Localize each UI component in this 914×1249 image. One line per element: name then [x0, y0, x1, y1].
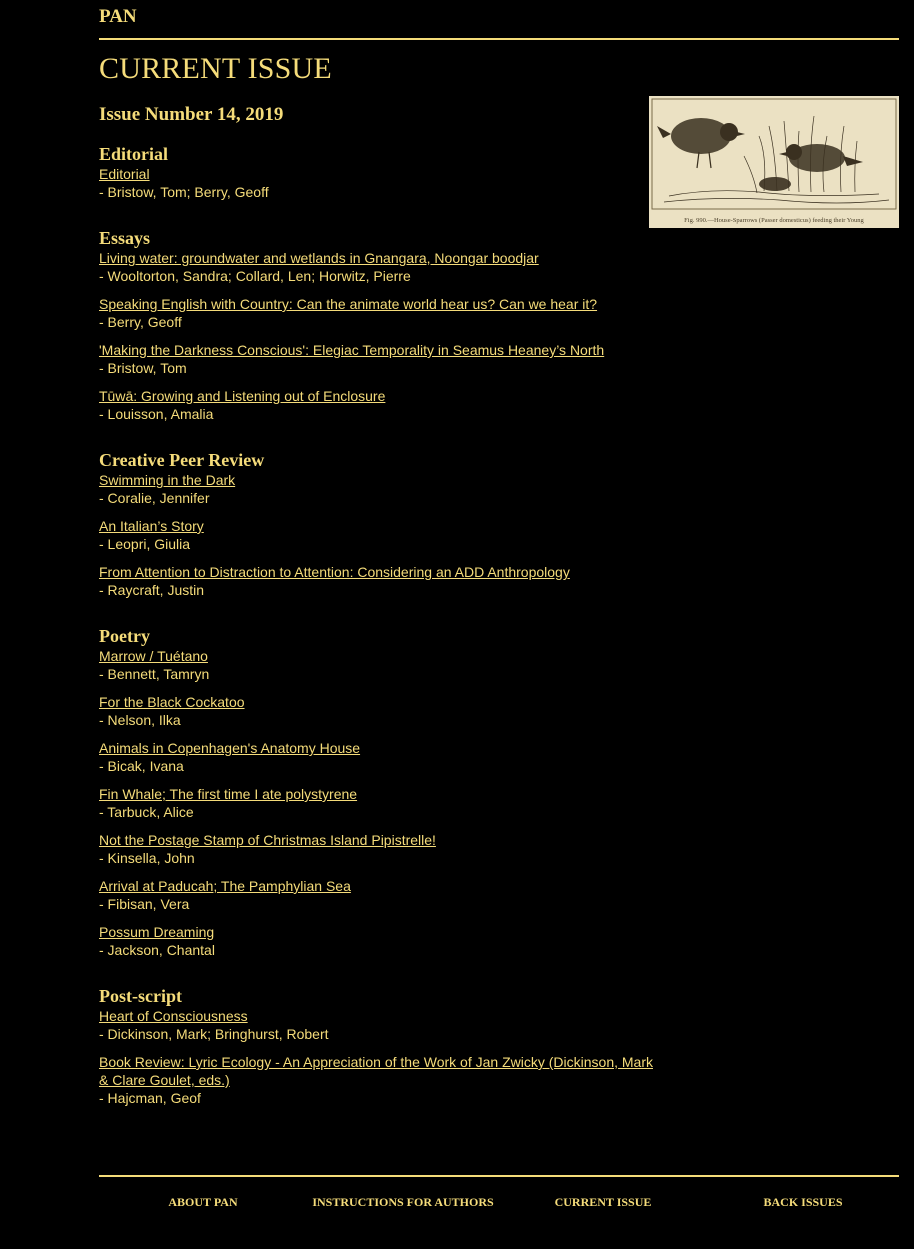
cover-illustration [649, 96, 899, 228]
article-title-link[interactable]: Heart of Consciousness [99, 1008, 248, 1024]
article-authors: - Dickinson, Mark; Bringhurst, Robert [99, 1026, 329, 1042]
article-title-link[interactable]: Tūwā: Growing and Listening out of Enclosure [99, 388, 386, 404]
svg-text:Fig. 990.—House-Sparrows (Pass: Fig. 990.—House-Sparrows (Passer domesticus) feeding their Young [684, 217, 864, 224]
article-authors: - Wooltorton, Sandra; Collard, Len; Horwitz, Pierre [99, 268, 411, 284]
article-authors: - Hajcman, Geof [99, 1090, 201, 1106]
article-entry [99, 1053, 659, 1107]
article-authors: - Fibisan, Vera [99, 896, 190, 912]
article-title-link[interactable]: From Attention to Distraction to Attention: Considering an ADD Anthropology [99, 564, 570, 580]
article-entry [99, 249, 659, 285]
article-entry [99, 785, 659, 821]
article-title-link[interactable]: 'Making the Darkness Conscious': Elegiac Temporality in Seamus Heaney’s North [99, 342, 605, 358]
sparrow-illustration-icon [649, 96, 899, 228]
footer-link-current-issue[interactable]: CURRENT ISSUE [554, 1195, 652, 1209]
article-authors: - Berry, Geoff [99, 314, 182, 330]
article-title-link[interactable]: Swimming in the Dark [99, 472, 236, 488]
footer-link-about-pan[interactable]: ABOUT PAN [168, 1195, 238, 1209]
article-entry [99, 387, 659, 423]
article-authors: - Bicak, Ivana [99, 758, 184, 774]
section-heading: Post-script [99, 986, 182, 1006]
article-entry [99, 693, 659, 729]
article-title-link[interactable]: Editorial [99, 166, 150, 182]
article-title-link[interactable]: Not the Postage Stamp of Christmas Island Pipistrelle! [99, 832, 436, 848]
article-entry [99, 647, 659, 683]
article-entry [99, 1007, 659, 1043]
article-entry [99, 563, 659, 599]
article-title-link[interactable]: For the Black Cockatoo [99, 694, 245, 710]
footer-link-instructions[interactable]: INSTRUCTIONS FOR AUTHORS [312, 1195, 494, 1209]
page-title: CURRENT ISSUE [99, 52, 332, 85]
article-entry [99, 165, 659, 201]
article-entry [99, 831, 659, 867]
section-heading: Essays [99, 228, 151, 248]
article-title-link[interactable]: Speaking English with Country: Can the animate world hear us? Can we hear it? [99, 296, 598, 312]
section-heading: Poetry [99, 626, 150, 646]
article-title-link[interactable]: Fin Whale; The first time I ate polystyrene [99, 786, 358, 802]
article-title-link[interactable]: Marrow / Tuétano [99, 648, 208, 664]
article-title-link[interactable]: Book Review: Lyric Ecology - An Appreciation of the Work of Jan Zwicky (Dickinson, Mark & Clare Goulet, eds.) [99, 1054, 653, 1088]
article-authors: - Jackson, Chantal [99, 942, 215, 958]
article-entry [99, 341, 659, 377]
article-authors: - Louisson, Amalia [99, 406, 214, 422]
article-authors: - Bristow, Tom; Berry, Geoff [99, 184, 269, 200]
footer-nav [99, 1194, 899, 1212]
issue-contents [99, 143, 659, 1107]
article-authors: - Coralie, Jennifer [99, 490, 210, 506]
section-heading: Creative Peer Review [99, 450, 265, 470]
article-authors: - Bristow, Tom [99, 360, 187, 376]
article-authors: - Bennett, Tamryn [99, 666, 210, 682]
article-entry [99, 471, 659, 507]
article-entry [99, 877, 659, 913]
site-title[interactable]: PAN [99, 6, 137, 27]
article-entry [99, 295, 659, 331]
issue-number: Issue Number 14, 2019 [99, 104, 284, 125]
footer-divider [99, 1175, 899, 1177]
article-authors: - Kinsella, John [99, 850, 195, 866]
article-title-link[interactable]: Arrival at Paducah; The Pamphylian Sea [99, 878, 351, 894]
article-title-link[interactable]: Animals in Copenhagen's Anatomy House [99, 740, 361, 756]
article-entry [99, 517, 659, 553]
article-entry [99, 923, 659, 959]
article-entry [99, 739, 659, 775]
article-authors: - Nelson, Ilka [99, 712, 181, 728]
article-authors: - Tarbuck, Alice [99, 804, 194, 820]
article-authors: - Leopri, Giulia [99, 536, 191, 552]
page-container [99, 0, 899, 1107]
section-heading: Editorial [99, 144, 169, 164]
article-title-link[interactable]: Living water: groundwater and wetlands in Gnangara, Noongar boodjar [99, 250, 539, 266]
article-title-link[interactable]: An Italian’s Story [99, 518, 204, 534]
footer-link-back-issues[interactable]: BACK ISSUES [763, 1195, 843, 1209]
article-title-link[interactable]: Possum Dreaming [99, 924, 215, 940]
article-authors: - Raycraft, Justin [99, 582, 205, 598]
